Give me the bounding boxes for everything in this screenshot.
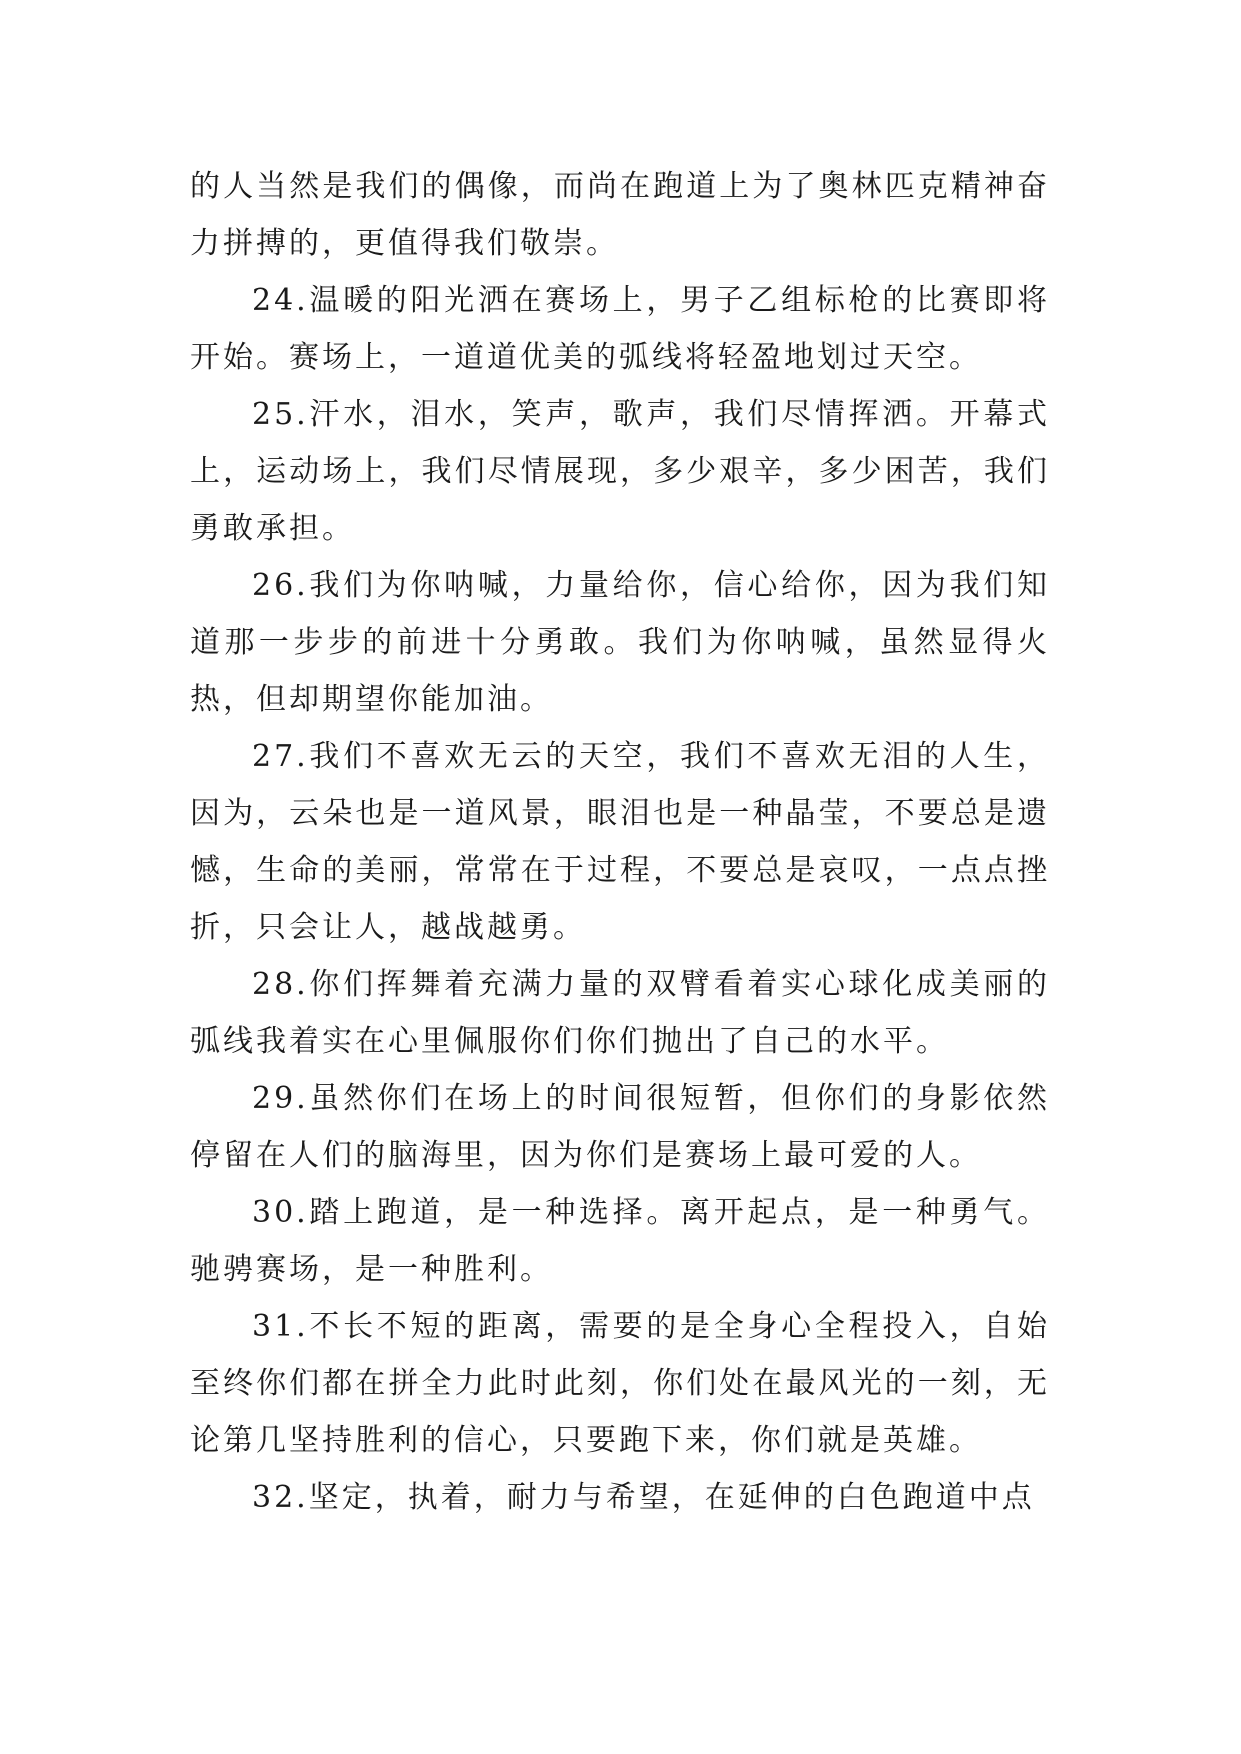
paragraph-26: 26.我们为你呐喊，力量给你，信心给你，因为我们知道那一步步的前进十分勇敢。我们为你呐喊，虽然显得火热，但却期望你能加油。 <box>190 568 1050 717</box>
paragraph-24: 24.温暖的阳光洒在赛场上，男子乙组标枪的比赛即将开始。赛场上，一道道优美的弧线将轻盈地划过天空。 <box>190 283 1050 375</box>
paragraph-27: 27.我们不喜欢无云的天空，我们不喜欢无泪的人生，因为，云朵也是一道风景，眼泪也是一种晶莹，不要总是遗憾，生命的美丽，常常在于过程，不要总是哀叹，一点点挫折，只会让人，越战越勇。 <box>190 739 1050 945</box>
paragraph-25: 25.汗水，泪水，笑声，歌声，我们尽情挥洒。开幕式上，运动场上，我们尽情展现，多少艰辛，多少困苦，我们勇敢承担。 <box>190 397 1050 546</box>
paragraph-28: 28.你们挥舞着充满力量的双臂看着实心球化成美丽的弧线我着实在心里佩服你们你们抛出了自己的水平。 <box>190 967 1050 1059</box>
body-text <box>190 158 1050 1526</box>
paragraph-30: 30.踏上跑道，是一种选择。离开起点，是一种勇气。驰骋赛场，是一种胜利。 <box>190 1195 1050 1287</box>
paragraph-31: 31.不长不短的距离，需要的是全身心全程投入，自始至终你们都在拼全力此时此刻，你们处在最风光的一刻，无论第几坚持胜利的信心，只要跑下来，你们就是英雄。 <box>190 1309 1050 1458</box>
paragraph-32: 32.坚定，执着，耐力与希望，在延伸的白色跑道中点 <box>252 1480 1035 1515</box>
paragraph-29: 29.虽然你们在场上的时间很短暂，但你们的身影依然停留在人们的脑海里，因为你们是赛场上最可爱的人。 <box>190 1081 1050 1173</box>
paragraph-continued: 的人当然是我们的偶像，而尚在跑道上为了奥林匹克精神奋力拼搏的，更值得我们敬崇。 <box>190 169 1050 261</box>
